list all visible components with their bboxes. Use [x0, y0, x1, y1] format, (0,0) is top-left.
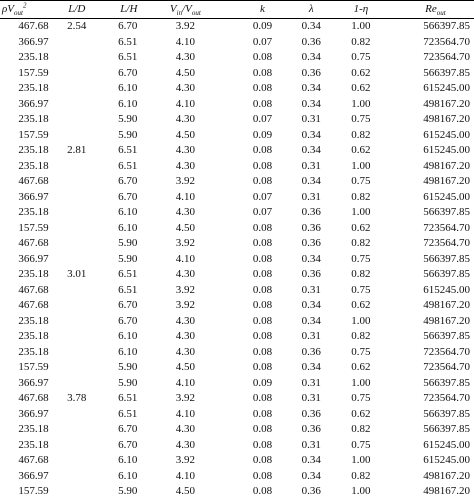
cell-velocity-ratio: 4.30	[175, 51, 195, 63]
data-table	[0, 1, 474, 500]
cell-k: 0.07	[252, 35, 273, 48]
cell-lambda: 0.34	[301, 299, 321, 311]
table-row	[0, 298, 474, 314]
cell-re-out: 615245.00	[423, 82, 470, 94]
cell-k: 0.08	[252, 469, 273, 482]
cell-l-over-h: 6.51	[118, 144, 138, 156]
cell-one-minus-eta: 1.00	[351, 159, 371, 172]
cell-l-over-d	[57, 174, 97, 190]
cell-velocity-ratio: 4.30	[175, 206, 195, 218]
cell-rho-v-out-squared: 235.18	[18, 314, 49, 327]
cell-lambda: 0.36	[301, 221, 321, 234]
header-row	[0, 1, 474, 19]
cell-l-over-h: 6.70	[118, 423, 138, 435]
cell-re-out: 566397.85	[423, 206, 470, 218]
cell-rho-v-out-squared: 235.18	[18, 330, 49, 342]
cell-l-over-d	[57, 35, 97, 51]
cell-k: 0.08	[252, 454, 273, 466]
table-row	[0, 267, 474, 283]
cell-k: 0.07	[252, 113, 273, 125]
cell-lambda: 0.34	[301, 97, 321, 110]
cell-rho-v-out-squared: 467.68	[18, 20, 49, 32]
cell-one-minus-eta: 0.75	[351, 113, 371, 125]
cell-one-minus-eta: 0.62	[351, 221, 371, 234]
cell-rho-v-out-squared: 366.97	[18, 35, 49, 48]
cell-l-over-h: 6.10	[118, 330, 138, 342]
cell-re-out: 566397.85	[423, 20, 470, 32]
cell-velocity-ratio: 4.10	[175, 97, 195, 110]
cell-rho-v-out-squared: 467.68	[18, 175, 49, 187]
cell-k: 0.07	[252, 206, 273, 218]
cell-l-over-d	[57, 81, 97, 97]
cell-rho-v-out-squared: 366.97	[18, 376, 49, 389]
cell-k: 0.08	[252, 438, 273, 451]
table-row	[0, 407, 474, 423]
cell-l-over-d	[57, 314, 97, 330]
cell-k: 0.08	[252, 97, 273, 110]
cell-rho-v-out-squared: 366.97	[18, 252, 49, 265]
cell-re-out: 498167.20	[423, 175, 470, 187]
table-row	[0, 128, 474, 144]
cell-l-over-d: 2.54	[67, 20, 87, 32]
table-row	[0, 81, 474, 97]
cell-k: 0.08	[252, 361, 273, 373]
cell-l-over-d	[57, 66, 97, 82]
cell-l-over-d	[57, 360, 97, 376]
cell-one-minus-eta: 0.82	[351, 268, 371, 280]
cell-one-minus-eta: 0.82	[351, 237, 371, 249]
cell-l-over-h: 6.70	[118, 66, 138, 79]
cell-k: 0.08	[252, 423, 273, 435]
cell-one-minus-eta: 0.82	[351, 190, 371, 203]
header-rho-v-out-squared: $\rho V_{out}^2$	[0, 1, 57, 19]
table-row	[0, 484, 474, 500]
cell-velocity-ratio: 4.50	[175, 66, 195, 79]
cell-l-over-d	[57, 345, 97, 361]
cell-k: 0.08	[252, 221, 273, 234]
cell-l-over-d	[57, 329, 97, 345]
cell-velocity-ratio: 4.10	[175, 407, 195, 420]
cell-lambda: 0.34	[301, 252, 321, 265]
cell-k: 0.08	[252, 82, 273, 94]
cell-re-out: 723564.70	[423, 51, 470, 63]
cell-l-over-h: 6.51	[118, 392, 138, 404]
cell-l-over-d	[57, 484, 97, 500]
cell-l-over-h: 6.70	[118, 314, 138, 327]
cell-k: 0.09	[252, 128, 273, 141]
cell-velocity-ratio: 4.30	[175, 314, 195, 327]
cell-l-over-h: 6.51	[118, 35, 138, 48]
cell-lambda: 0.36	[301, 268, 321, 280]
cell-rho-v-out-squared: 235.18	[18, 144, 49, 156]
table-row	[0, 66, 474, 82]
cell-velocity-ratio: 4.30	[175, 144, 195, 156]
cell-velocity-ratio: 4.30	[175, 159, 195, 172]
cell-rho-v-out-squared: 366.97	[18, 97, 49, 110]
cell-lambda: 0.31	[301, 159, 321, 172]
cell-velocity-ratio: 4.50	[175, 221, 195, 234]
cell-k: 0.09	[252, 20, 273, 32]
cell-re-out: 723564.70	[423, 392, 470, 404]
cell-rho-v-out-squared: 157.59	[18, 66, 49, 79]
cell-velocity-ratio: 3.92	[175, 20, 195, 32]
cell-lambda: 0.34	[301, 314, 321, 327]
cell-l-over-h: 6.70	[118, 20, 138, 32]
cell-lambda: 0.31	[301, 438, 321, 451]
table-row	[0, 438, 474, 454]
cell-velocity-ratio: 4.10	[175, 252, 195, 265]
cell-one-minus-eta: 0.62	[351, 407, 371, 420]
cell-velocity-ratio: 3.92	[175, 392, 195, 404]
cell-l-over-d: 3.01	[67, 268, 87, 280]
cell-velocity-ratio: 4.30	[175, 82, 195, 94]
cell-lambda: 0.36	[301, 423, 321, 435]
cell-one-minus-eta: 1.00	[351, 485, 371, 497]
cell-l-over-d	[57, 236, 97, 252]
cell-velocity-ratio: 3.92	[175, 237, 195, 249]
cell-k: 0.08	[252, 407, 273, 420]
cell-lambda: 0.34	[301, 361, 321, 373]
cell-l-over-d: 3.78	[67, 392, 87, 404]
header-k: k	[227, 1, 297, 19]
table-row	[0, 174, 474, 190]
table-row	[0, 205, 474, 221]
cell-l-over-d	[57, 252, 97, 268]
cell-re-out: 723564.70	[423, 221, 470, 234]
cell-velocity-ratio: 4.10	[175, 190, 195, 203]
cell-l-over-d	[57, 112, 97, 128]
cell-rho-v-out-squared: 467.68	[18, 237, 49, 249]
cell-re-out: 566397.85	[423, 252, 470, 265]
header-l-over-d: L/D	[57, 1, 97, 19]
cell-rho-v-out-squared: 235.18	[18, 438, 49, 451]
table-row	[0, 360, 474, 376]
cell-lambda: 0.31	[301, 376, 321, 389]
table-row	[0, 376, 474, 392]
cell-l-over-h: 6.70	[118, 438, 138, 451]
cell-rho-v-out-squared: 467.68	[18, 392, 49, 404]
cell-one-minus-eta: 1.00	[351, 454, 371, 466]
cell-velocity-ratio: 3.92	[175, 299, 195, 311]
cell-rho-v-out-squared: 157.59	[18, 221, 49, 234]
cell-l-over-h: 6.51	[118, 407, 138, 420]
cell-one-minus-eta: 0.62	[351, 144, 371, 156]
cell-k: 0.08	[252, 485, 273, 497]
cell-re-out: 723564.70	[423, 345, 470, 358]
table-row	[0, 329, 474, 345]
cell-lambda: 0.34	[301, 469, 321, 482]
cell-l-over-h: 6.51	[118, 268, 138, 280]
cell-re-out: 723564.70	[423, 361, 470, 373]
table-row	[0, 190, 474, 206]
header-re-out: $Re_{out}$	[397, 1, 474, 19]
table-row	[0, 97, 474, 113]
cell-k: 0.08	[252, 252, 273, 265]
cell-l-over-d	[57, 221, 97, 237]
cell-lambda: 0.36	[301, 485, 321, 497]
table-row	[0, 453, 474, 469]
table-row	[0, 314, 474, 330]
cell-rho-v-out-squared: 235.18	[18, 268, 49, 280]
cell-k: 0.08	[252, 144, 273, 156]
cell-re-out: 723564.70	[423, 237, 470, 249]
cell-lambda: 0.34	[301, 51, 321, 63]
table-row	[0, 391, 474, 407]
cell-l-over-h: 5.90	[118, 252, 138, 265]
cell-rho-v-out-squared: 235.18	[18, 82, 49, 94]
cell-one-minus-eta: 0.62	[351, 66, 371, 79]
cell-one-minus-eta: 0.75	[351, 392, 371, 404]
cell-l-over-d	[57, 469, 97, 485]
cell-l-over-d	[57, 50, 97, 66]
cell-re-out: 566397.85	[423, 423, 470, 435]
cell-rho-v-out-squared: 157.59	[18, 361, 49, 373]
cell-rho-v-out-squared: 235.18	[18, 423, 49, 435]
cell-re-out: 566397.85	[423, 376, 470, 389]
cell-one-minus-eta: 0.75	[351, 345, 371, 358]
cell-re-out: 498167.20	[423, 159, 470, 172]
cell-rho-v-out-squared: 235.18	[18, 206, 49, 218]
cell-velocity-ratio: 4.50	[175, 128, 195, 141]
cell-one-minus-eta: 1.00	[351, 376, 371, 389]
cell-rho-v-out-squared: 235.18	[18, 51, 49, 63]
table-row	[0, 143, 474, 159]
table-row	[0, 252, 474, 268]
table-row	[0, 221, 474, 237]
cell-one-minus-eta: 1.00	[351, 314, 371, 327]
table-body	[0, 19, 474, 500]
cell-k: 0.08	[252, 51, 273, 63]
cell-one-minus-eta: 0.75	[351, 438, 371, 451]
cell-velocity-ratio: 3.92	[175, 175, 195, 187]
cell-l-over-h: 6.51	[118, 283, 138, 296]
cell-l-over-d	[57, 376, 97, 392]
cell-l-over-d: 2.81	[67, 144, 87, 156]
cell-l-over-d	[57, 407, 97, 423]
cell-k: 0.07	[252, 190, 273, 203]
header-velocity-ratio: $V_{in}/V_{out}$	[143, 1, 227, 19]
table-row	[0, 50, 474, 66]
cell-rho-v-out-squared: 366.97	[18, 190, 49, 203]
cell-l-over-h: 6.51	[118, 159, 138, 172]
cell-l-over-h: 5.90	[118, 485, 138, 497]
cell-velocity-ratio: 4.50	[175, 485, 195, 497]
table-row	[0, 236, 474, 252]
cell-velocity-ratio: 4.30	[175, 330, 195, 342]
cell-l-over-d	[57, 298, 97, 314]
cell-lambda: 0.34	[301, 20, 321, 32]
cell-rho-v-out-squared: 157.59	[18, 128, 49, 141]
header-one-minus-eta: 1-η	[325, 1, 397, 19]
cell-l-over-d	[57, 97, 97, 113]
cell-one-minus-eta: 1.00	[351, 20, 371, 32]
cell-re-out: 498167.20	[423, 469, 470, 482]
cell-l-over-h: 6.10	[118, 345, 138, 358]
cell-l-over-d	[57, 190, 97, 206]
cell-k: 0.08	[252, 330, 273, 342]
cell-l-over-d	[57, 453, 97, 469]
cell-rho-v-out-squared: 467.68	[18, 454, 49, 466]
cell-re-out: 615245.00	[423, 128, 470, 141]
cell-velocity-ratio: 4.10	[175, 376, 195, 389]
cell-one-minus-eta: 0.62	[351, 299, 371, 311]
cell-k: 0.08	[252, 175, 273, 187]
cell-velocity-ratio: 4.10	[175, 469, 195, 482]
cell-l-over-h: 6.70	[118, 299, 138, 311]
cell-l-over-d	[57, 205, 97, 221]
cell-re-out: 566397.85	[423, 330, 470, 342]
table-row	[0, 283, 474, 299]
cell-lambda: 0.31	[301, 283, 321, 296]
cell-l-over-h: 6.10	[118, 206, 138, 218]
cell-l-over-h: 6.70	[118, 175, 138, 187]
cell-lambda: 0.31	[301, 392, 321, 404]
table-row	[0, 345, 474, 361]
cell-lambda: 0.34	[301, 82, 321, 94]
cell-re-out: 498167.20	[423, 314, 470, 327]
cell-l-over-h: 6.10	[118, 97, 138, 110]
cell-l-over-h: 6.10	[118, 82, 138, 94]
cell-l-over-h: 5.90	[118, 113, 138, 125]
cell-re-out: 566397.85	[423, 268, 470, 280]
cell-k: 0.08	[252, 283, 273, 296]
cell-one-minus-eta: 0.82	[351, 469, 371, 482]
cell-l-over-h: 6.70	[118, 190, 138, 203]
cell-lambda: 0.31	[301, 190, 321, 203]
cell-k: 0.08	[252, 314, 273, 327]
cell-lambda: 0.36	[301, 407, 321, 420]
table-row	[0, 19, 474, 35]
cell-one-minus-eta: 0.82	[351, 423, 371, 435]
cell-l-over-h: 5.90	[118, 361, 138, 373]
cell-velocity-ratio: 4.30	[175, 345, 195, 358]
cell-rho-v-out-squared: 235.18	[18, 159, 49, 172]
cell-lambda: 0.31	[301, 113, 321, 125]
cell-lambda: 0.36	[301, 206, 321, 218]
cell-k: 0.08	[252, 268, 273, 280]
table-row	[0, 159, 474, 175]
table-row	[0, 422, 474, 438]
cell-one-minus-eta: 0.75	[351, 252, 371, 265]
cell-k: 0.08	[252, 66, 273, 79]
cell-re-out: 566397.85	[423, 407, 470, 420]
cell-k: 0.08	[252, 237, 273, 249]
cell-lambda: 0.34	[301, 175, 321, 187]
cell-one-minus-eta: 1.00	[351, 97, 371, 110]
cell-lambda: 0.36	[301, 237, 321, 249]
cell-one-minus-eta: 0.82	[351, 35, 371, 48]
cell-re-out: 615245.00	[423, 190, 470, 203]
cell-l-over-h: 6.10	[118, 454, 138, 466]
cell-rho-v-out-squared: 467.68	[18, 283, 49, 296]
cell-l-over-h: 5.90	[118, 237, 138, 249]
cell-rho-v-out-squared: 366.97	[18, 469, 49, 482]
cell-velocity-ratio: 4.50	[175, 361, 195, 373]
cell-lambda: 0.34	[301, 128, 321, 141]
table-row	[0, 469, 474, 485]
cell-l-over-h: 6.10	[118, 469, 138, 482]
cell-re-out: 498167.20	[423, 113, 470, 125]
cell-lambda: 0.36	[301, 66, 321, 79]
cell-re-out: 498167.20	[423, 485, 470, 497]
header-lambda: λ	[298, 1, 325, 19]
cell-l-over-d	[57, 128, 97, 144]
cell-l-over-d	[57, 159, 97, 175]
cell-lambda: 0.36	[301, 345, 321, 358]
cell-velocity-ratio: 3.92	[175, 454, 195, 466]
table-row	[0, 35, 474, 51]
cell-one-minus-eta: 0.82	[351, 128, 371, 141]
cell-velocity-ratio: 4.30	[175, 268, 195, 280]
cell-l-over-d	[57, 422, 97, 438]
cell-velocity-ratio: 3.92	[175, 283, 195, 296]
cell-rho-v-out-squared: 157.59	[18, 485, 49, 497]
cell-re-out: 723564.70	[423, 35, 470, 48]
cell-re-out: 615245.00	[423, 454, 470, 466]
cell-velocity-ratio: 4.30	[175, 423, 195, 435]
cell-rho-v-out-squared: 366.97	[18, 407, 49, 420]
cell-lambda: 0.36	[301, 35, 321, 48]
cell-one-minus-eta: 0.82	[351, 330, 371, 342]
cell-rho-v-out-squared: 235.18	[18, 345, 49, 358]
cell-re-out: 615245.00	[423, 144, 470, 156]
table-row	[0, 112, 474, 128]
cell-re-out: 615245.00	[423, 283, 470, 296]
cell-l-over-d	[57, 283, 97, 299]
cell-rho-v-out-squared: 467.68	[18, 299, 49, 311]
cell-k: 0.08	[252, 392, 273, 404]
cell-l-over-h: 6.51	[118, 51, 138, 63]
cell-l-over-h: 5.90	[118, 376, 138, 389]
cell-re-out: 566397.85	[423, 66, 470, 79]
cell-re-out: 498167.20	[423, 97, 470, 110]
cell-lambda: 0.31	[301, 330, 321, 342]
cell-one-minus-eta: 0.62	[351, 361, 371, 373]
cell-l-over-h: 5.90	[118, 128, 138, 141]
cell-re-out: 615245.00	[423, 438, 470, 451]
cell-one-minus-eta: 0.75	[351, 283, 371, 296]
header-l-over-h: L/H	[97, 1, 143, 19]
cell-k: 0.08	[252, 159, 273, 172]
cell-one-minus-eta: 0.75	[351, 51, 371, 63]
cell-velocity-ratio: 4.10	[175, 35, 195, 48]
cell-l-over-d	[57, 438, 97, 454]
cell-velocity-ratio: 4.30	[175, 113, 195, 125]
cell-one-minus-eta: 0.62	[351, 82, 371, 94]
cell-k: 0.08	[252, 345, 273, 358]
cell-one-minus-eta: 1.00	[351, 206, 371, 218]
cell-re-out: 498167.20	[423, 299, 470, 311]
cell-lambda: 0.34	[301, 454, 321, 466]
cell-l-over-h: 6.10	[118, 221, 138, 234]
cell-k: 0.08	[252, 299, 273, 311]
cell-one-minus-eta: 0.75	[351, 175, 371, 187]
cell-velocity-ratio: 4.30	[175, 438, 195, 451]
cell-k: 0.09	[252, 376, 273, 389]
cell-lambda: 0.34	[301, 144, 321, 156]
cell-rho-v-out-squared: 235.18	[18, 113, 49, 125]
